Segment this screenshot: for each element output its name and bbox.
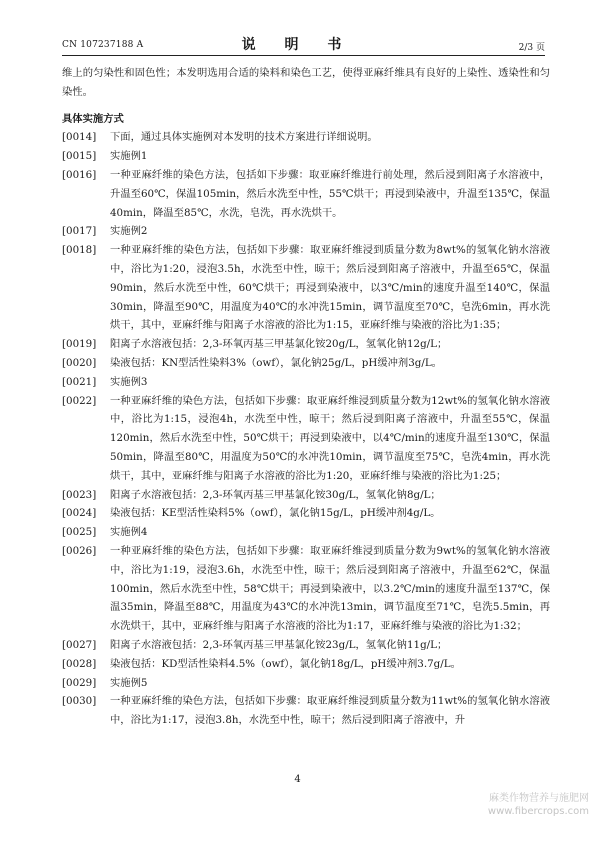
paragraph-0030 (62, 692, 550, 730)
section-heading: 具体实施方式 (62, 112, 124, 125)
paragraph-0018 (62, 241, 550, 335)
document-body (62, 64, 550, 730)
watermark-url: www.fibercrops.com (487, 806, 589, 817)
paragraph-number: [0018] (62, 244, 97, 257)
site-watermark (488, 792, 589, 818)
paragraph-text: 一种亚麻纤维的染色方法，包括如下步骤：取亚麻纤维浸到质量分数为8wt%的氢氧化钠水溶液中，浴比为1:20，浸泡3.5h，水洗至中性，晾干；然后浸到阳离子溶液中，升温至65℃，保温90min，然后水洗至中性，60℃烘干；再浸到染液中，以3℃/min的速度升温至140℃，保温30min，降温至90℃，用温度为40℃的水冲洗15min，调节温度至70℃，皂洗6min，再水洗烘干，其中，亚麻纤维与阳离子水溶液的浴比为1:15，亚麻纤维与染液的浴比为1:35； (110, 244, 550, 332)
paragraph-number: [0023] (62, 488, 97, 501)
patent-number: CN 107237188 A (62, 40, 144, 50)
paragraph-number: [0025] (62, 526, 97, 539)
paragraph-number: [0024] (62, 507, 97, 520)
paragraph-0015 (62, 147, 550, 166)
paragraph-text: 染液包括：KE型活性染料5%（owf），氯化钠15g/L，pH缓冲剂4g/L。 (110, 507, 441, 520)
paragraph-0019 (62, 335, 550, 354)
watermark-name: 麻类作物营养与施肥网 (489, 793, 589, 804)
paragraph-0027 (62, 636, 550, 655)
paragraph-text: 阳离子水溶液包括：2,3-环氧丙基三甲基氯化铵30g/L，氢氧化钠8g/L； (110, 488, 441, 501)
paragraph-number: [0026] (62, 544, 97, 557)
paragraph-text: 染液包括：KN型活性染料3%（owf），氯化钠25g/L，pH缓冲剂3g/L。 (110, 356, 442, 369)
paragraph-0028 (62, 655, 550, 674)
paragraph-0026 (62, 542, 550, 636)
paragraph-0021 (62, 373, 550, 392)
paragraph-text: 阳离子水溶液包括：2,3-环氧丙基三甲基氯化铵23g/L，氢氧化钠11g/L； (110, 638, 448, 651)
paragraph-text: 阳离子水溶液包括：2,3-环氧丙基三甲基氯化铵20g/L，氢氧化钠12g/L； (110, 338, 448, 351)
paragraph-text: 一种亚麻纤维的染色方法，包括如下步骤：取亚麻纤维浸到质量分数为12wt%的氢氧化钠水溶液中，浴比为1:15，浸泡4h，水洗至中性，晾干；然后浸到阳离子溶液中，升温至55℃，保温120min，然后水洗至中性，50℃烘干；再浸到染液中，以4℃/min的速度升温至130℃，保温50min，降温至80℃，用温度为50℃的水冲洗10min，调节温度至75℃，皂洗4min，再水洗烘干，其中，亚麻纤维与阳离子水溶液的浴比为1:20，亚麻纤维与染液的浴比为1:25； (110, 394, 550, 482)
paragraph-number: [0015] (62, 150, 97, 163)
paragraph-text: 下面，通过具体实施例对本发明的技术方案进行详细说明。 (110, 131, 378, 144)
paragraph-0020 (62, 354, 550, 373)
page-ref: 2/3 页 (518, 43, 545, 53)
paragraph-0017 (62, 222, 550, 241)
paragraph-number: [0021] (62, 375, 97, 388)
example-heading: 实施例4 (110, 526, 148, 539)
paragraph-0024 (62, 504, 550, 523)
paragraph-0016 (62, 166, 550, 222)
paragraph-number: [0014] (62, 131, 97, 144)
example-heading: 实施例2 (110, 225, 148, 238)
header-divider (62, 55, 545, 56)
paragraph-text: 染液包括：KD型活性染料4.5%（owf），氯化钠18g/L，pH缓冲剂3.7g/L。 (110, 657, 461, 670)
paragraph-0023 (62, 486, 550, 505)
paragraph-number: [0028] (62, 657, 97, 670)
paragraph-text: 一种亚麻纤维的染色方法，包括如下步骤：取亚麻纤维浸到质量分数为9wt%的氢氧化钠水溶液中，浴比为1:19，浸泡3.6h，水洗至中性，晾干；然后浸到阳离子溶液中，升温至62℃，保温100min，然后水洗至中性，58℃烘干；再浸到染液中，以3.2℃/min的速度升温至137℃，保温35min，降温至88℃，用温度为43℃的水冲洗13min，调节温度至71℃，皂洗5.5min，再水洗烘干，其中，亚麻纤维与阳离子水溶液的浴比为1:17，亚麻纤维与染液的浴比为1:32； (110, 544, 550, 633)
example-heading: 实施例3 (110, 375, 148, 388)
paragraph-0014 (62, 128, 550, 147)
example-heading: 实施例1 (110, 150, 148, 163)
paragraph-number: [0020] (62, 356, 97, 369)
page-number: 4 (294, 774, 301, 785)
paragraph-text: 一种亚麻纤维的染色方法，包括如下步骤：取亚麻纤维进行前处理，然后浸到阳离子水溶液中，升温至60℃，保温105min，然后水洗至中性，55℃烘干；再浸到染液中，升温至135℃，保温40min，降温至85℃，水洗，皂洗，再水洗烘干。 (110, 168, 550, 219)
example-heading: 实施例5 (110, 676, 148, 689)
paragraph-text: 一种亚麻纤维的染色方法，包括如下步骤：取亚麻纤维浸到质量分数为11wt%的氢氧化钠水溶液中，浴比为1:17，浸泡3.8h，水洗至中性，晾干；然后浸到阳离子溶液中，升 (110, 695, 550, 727)
paragraph-0025 (62, 523, 550, 542)
page-title: 说 明 书 (241, 37, 354, 53)
paragraph-number: [0030] (62, 695, 97, 708)
paragraph-number: [0022] (62, 394, 97, 407)
paragraph-number: [0017] (62, 225, 97, 238)
paragraph-0029 (62, 674, 550, 693)
paragraph-number: [0027] (62, 638, 97, 651)
intro-paragraph: 维上的匀染性和固色性；本发明选用合适的染料和染色工艺，使得亚麻纤维具有良好的上染性、透染性和匀染性。 (62, 67, 550, 98)
paragraph-number: [0019] (62, 338, 97, 351)
paragraph-number: [0029] (62, 676, 97, 689)
paragraph-number: [0016] (62, 168, 97, 181)
paragraph-0022 (62, 392, 550, 486)
